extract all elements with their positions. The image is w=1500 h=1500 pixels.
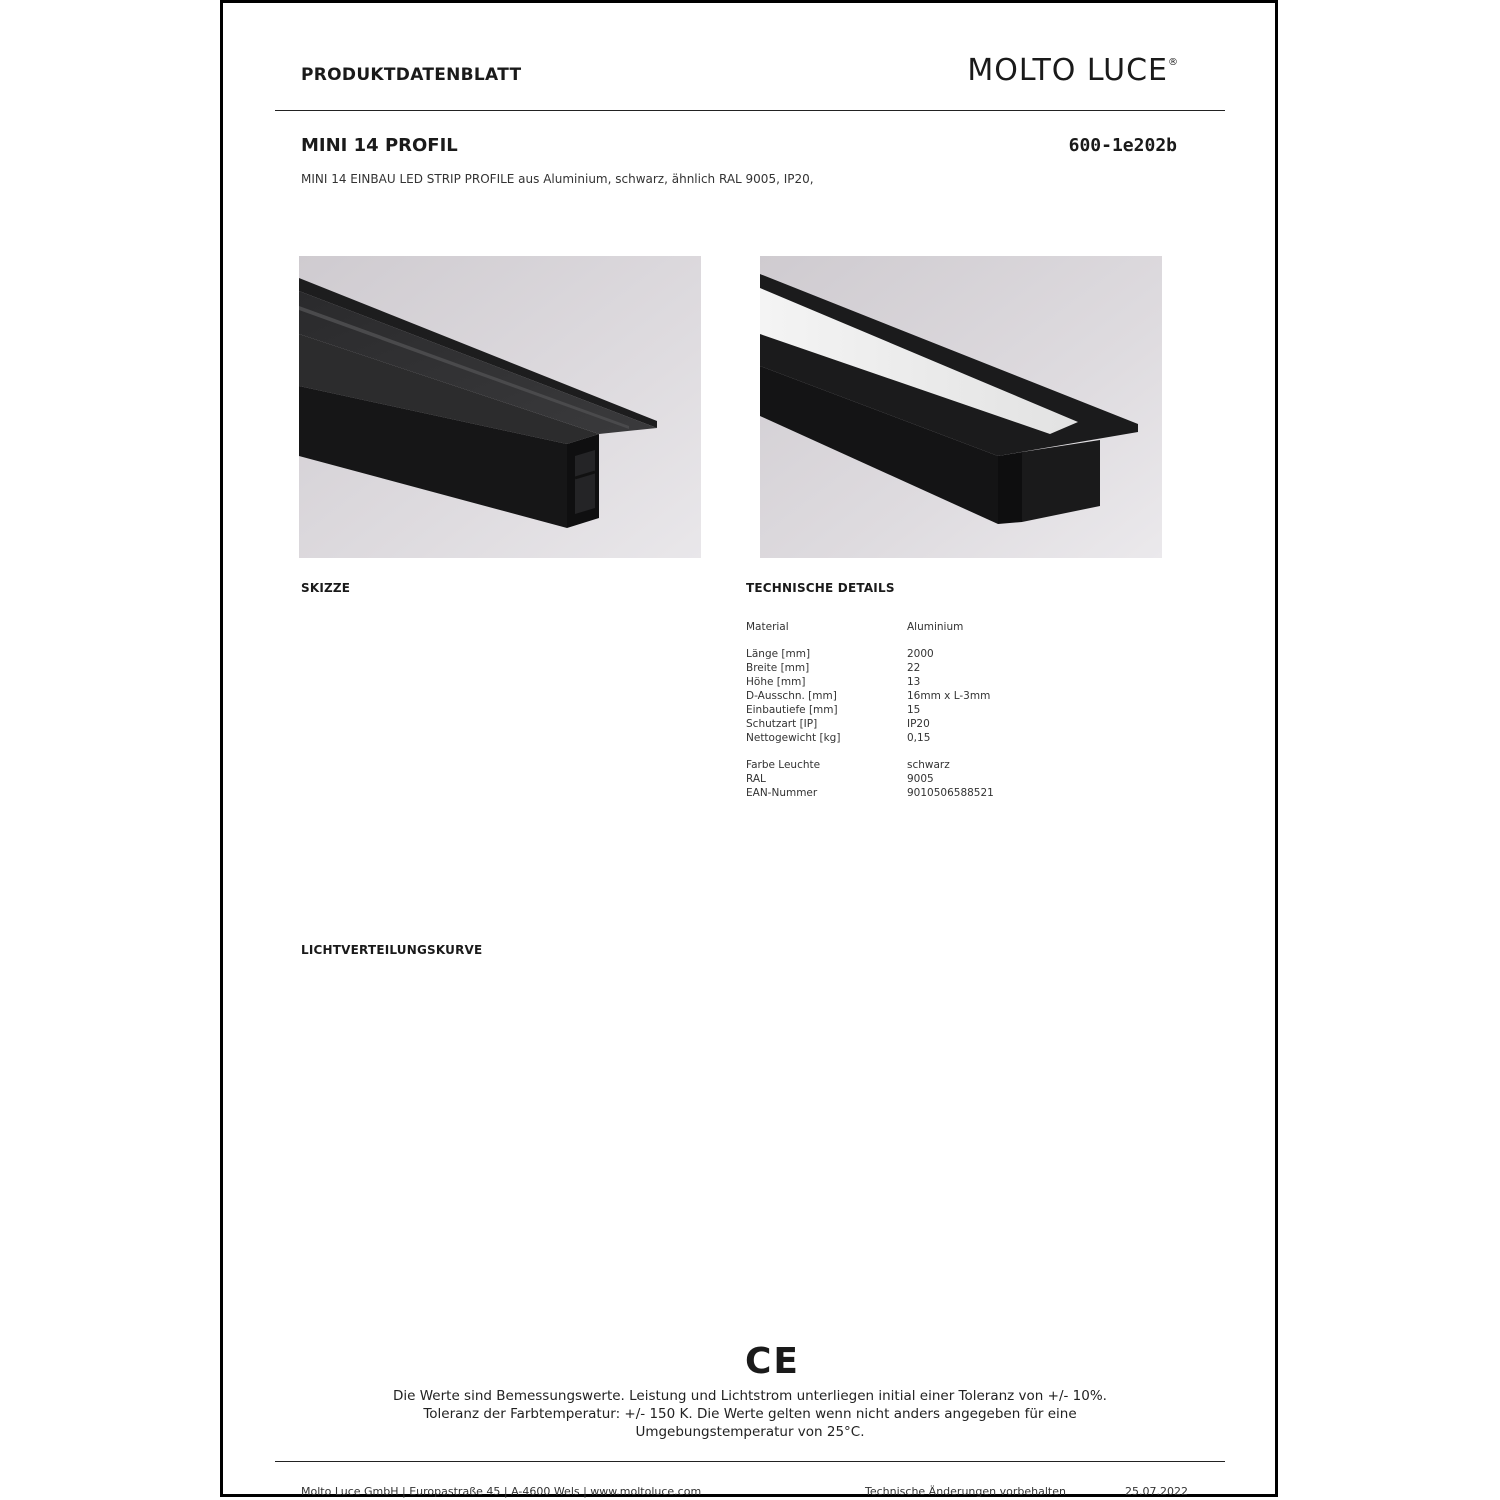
section-light-distribution: LICHTVERTEILUNGSKURVE [301,943,483,957]
spec-value: schwarz [907,759,950,771]
spec-row [746,758,994,772]
spec-row [746,717,994,731]
spec-group-material [746,620,994,634]
header-divider [275,110,1225,111]
spec-group-finish [746,758,994,800]
footer-company: Molto Luce GmbH | Europastraße 45 | A-4600 Wels | www.moltoluce.com [301,1485,702,1498]
ce-mark: CE [745,1341,801,1382]
footer-divider [275,1461,1225,1462]
spec-label: RAL [746,773,766,785]
brand-logo [967,53,1179,88]
footer-date: 25.07.2022 [1125,1485,1188,1498]
spec-value: 15 [907,704,921,716]
spec-label: Länge [mm] [746,648,811,660]
spec-label: Nettogewicht [kg] [746,732,841,744]
spec-row [746,772,994,786]
spec-label: Einbautiefe [mm] [746,704,838,716]
spec-label: Breite [mm] [746,662,810,674]
spec-row [746,661,994,675]
datasheet-page [220,0,1278,1497]
spec-label: Höhe [mm] [746,676,806,688]
spec-value: 16mm x L-3mm [907,690,991,702]
spec-label: Material [746,621,789,633]
spec-row [746,786,994,800]
spec-label: D-Ausschn. [mm] [746,690,837,702]
spec-row [746,647,994,661]
specs-table [746,620,994,813]
document-type-heading: PRODUKTDATENBLATT [301,65,522,85]
brand-logo-text: MOLTO LUCE [967,53,1168,88]
diffuser-photo-image [760,256,1162,558]
spec-label: EAN-Nummer [746,787,818,799]
spec-row [746,620,994,634]
disclaimer-text [275,1387,1225,1441]
disclaimer-line: Die Werte sind Bemessungswerte. Leistung und Lichtstrom unterliegen initial einer Toleranz von +/- 10%. [393,1388,1107,1404]
spec-value: 9005 [907,773,934,785]
disclaimer-line: Umgebungstemperatur von 25°C. [635,1424,865,1440]
spec-value: 0,15 [907,732,931,744]
product-code: 600-1e202b [1068,135,1177,156]
spec-value: Aluminium [907,621,964,633]
section-technical-details: TECHNISCHE DETAILS [746,581,895,595]
disclaimer-line: Toleranz der Farbtemperatur: +/- 150 K. Die Werte gelten wenn nicht anders angegeben für eine [423,1406,1077,1422]
spec-group-dimensions [746,647,994,745]
profile-photo-image [299,256,701,558]
section-sketch: SKIZZE [301,581,351,595]
spec-value: 13 [907,676,921,688]
spec-value: 22 [907,662,921,674]
product-description: MINI 14 EINBAU LED STRIP PROFILE aus Aluminium, schwarz, ähnlich RAL 9005, IP20, [301,172,814,186]
footer-notice: Technische Änderungen vorbehalten [865,1485,1066,1498]
registered-mark: ® [1168,57,1179,68]
spec-row [746,675,994,689]
spec-value: 9010506588521 [907,787,994,799]
diffuser-photo [760,256,1162,558]
spec-row [746,703,994,717]
spec-value: IP20 [907,718,930,730]
spec-row [746,689,994,703]
spec-label: Schutzart [IP] [746,718,818,730]
spec-value: 2000 [907,648,934,660]
spec-label: Farbe Leuchte [746,759,821,771]
product-name: MINI 14 PROFIL [301,135,458,156]
spec-row [746,731,994,745]
profile-photo [299,256,701,558]
